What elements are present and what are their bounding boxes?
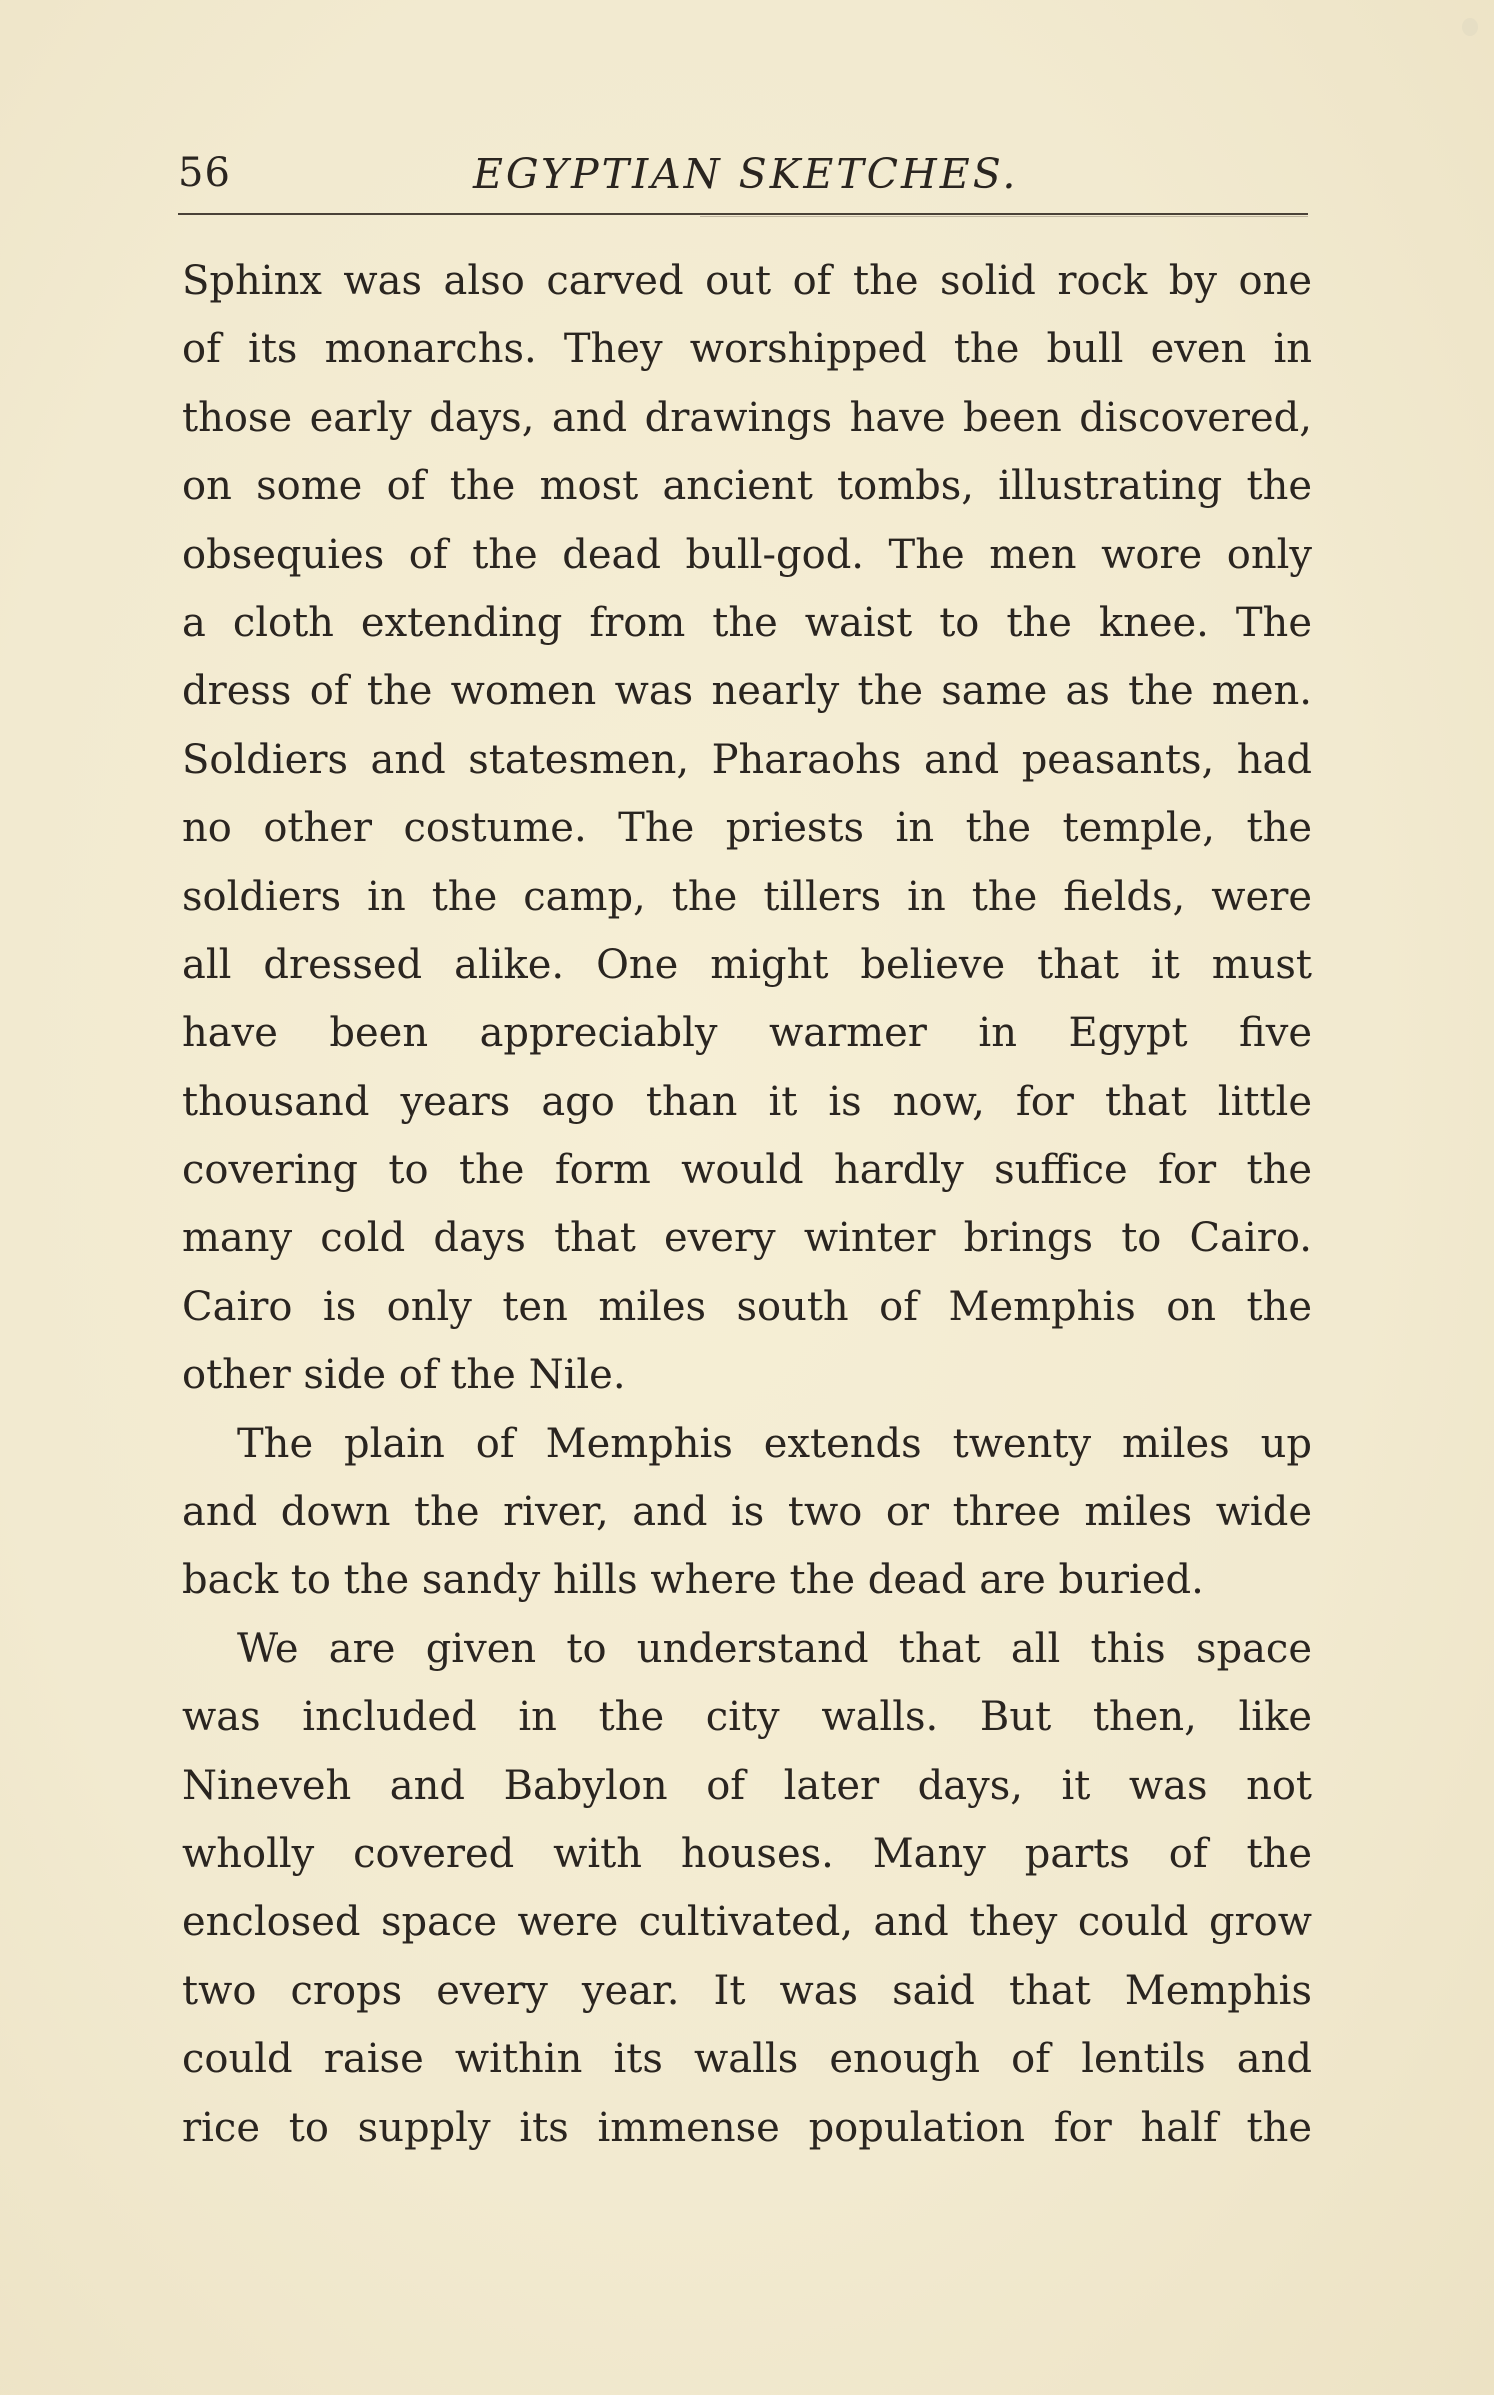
paragraph <box>182 1410 1312 1615</box>
text-line: The plain of Memphis extends twenty miles up <box>237 1420 1312 1467</box>
text-line: covering to the form would hardly suffice for the <box>182 1147 1312 1194</box>
text-line: of its monarchs. They worshipped the bull even in <box>182 326 1312 373</box>
text-line: Soldiers and statesmen, Pharaohs and peasants, had <box>182 736 1312 783</box>
text-line: all dressed alike. One might believe that it must <box>182 941 1312 988</box>
text-line: other side of the Nile. <box>182 1352 626 1399</box>
header-rule <box>178 213 1308 215</box>
text-line: back to the sandy hills where the dead are buried. <box>182 1557 1204 1604</box>
header-rule-shadow <box>700 216 1308 217</box>
text-line: no other costume. The priests in the temple, the <box>182 805 1312 852</box>
text-line: on some of the most ancient tombs, illustrating the <box>182 463 1312 510</box>
text-line: Nineveh and Babylon of later days, it was not <box>182 1762 1312 1809</box>
page-header <box>178 150 1308 210</box>
text-line: obsequies of the dead bull-god. The men wore only <box>182 531 1312 578</box>
text-line: and down the river, and is two or three miles wide <box>182 1489 1312 1536</box>
text-line: those early days, and drawings have been discovered, <box>182 394 1312 441</box>
text-line: enclosed space were cultivated, and they could grow <box>182 1899 1312 1946</box>
running-head: EGYPTIAN SKETCHES. <box>473 150 1019 198</box>
text-line: a cloth extending from the waist to the knee. The <box>182 599 1312 646</box>
paragraph <box>182 247 1312 1410</box>
text-line: Cairo is only ten miles south of Memphis on the <box>182 1283 1312 1330</box>
text-line: was included in the city walls. But then, like <box>182 1694 1312 1741</box>
text-line: soldiers in the camp, the tillers in the fields, were <box>182 873 1312 920</box>
text-line: wholly covered with houses. Many parts of the <box>182 1830 1312 1877</box>
text-line: rice to supply its immense population for half the <box>182 2104 1312 2151</box>
paper-spot <box>1462 18 1478 36</box>
page-number: 56 <box>178 150 231 196</box>
text-line: Sphinx was also carved out of the solid rock by one <box>182 258 1312 304</box>
text-line: thousand years ago than it is now, for that little <box>182 1078 1312 1125</box>
text-line: We are given to understand that all this space <box>237 1625 1312 1672</box>
text-line: could raise within its walls enough of lentils and <box>182 2036 1312 2083</box>
text-line: have been appreciably warmer in Egypt five <box>182 1010 1312 1057</box>
paragraph <box>182 1615 1312 2162</box>
body-text <box>182 247 1312 2162</box>
text-line: dress of the women was nearly the same as the men. <box>182 668 1312 715</box>
text-line: two crops every year. It was said that Memphis <box>182 1967 1312 2014</box>
text-line: many cold days that every winter brings to Cairo. <box>182 1215 1312 1262</box>
